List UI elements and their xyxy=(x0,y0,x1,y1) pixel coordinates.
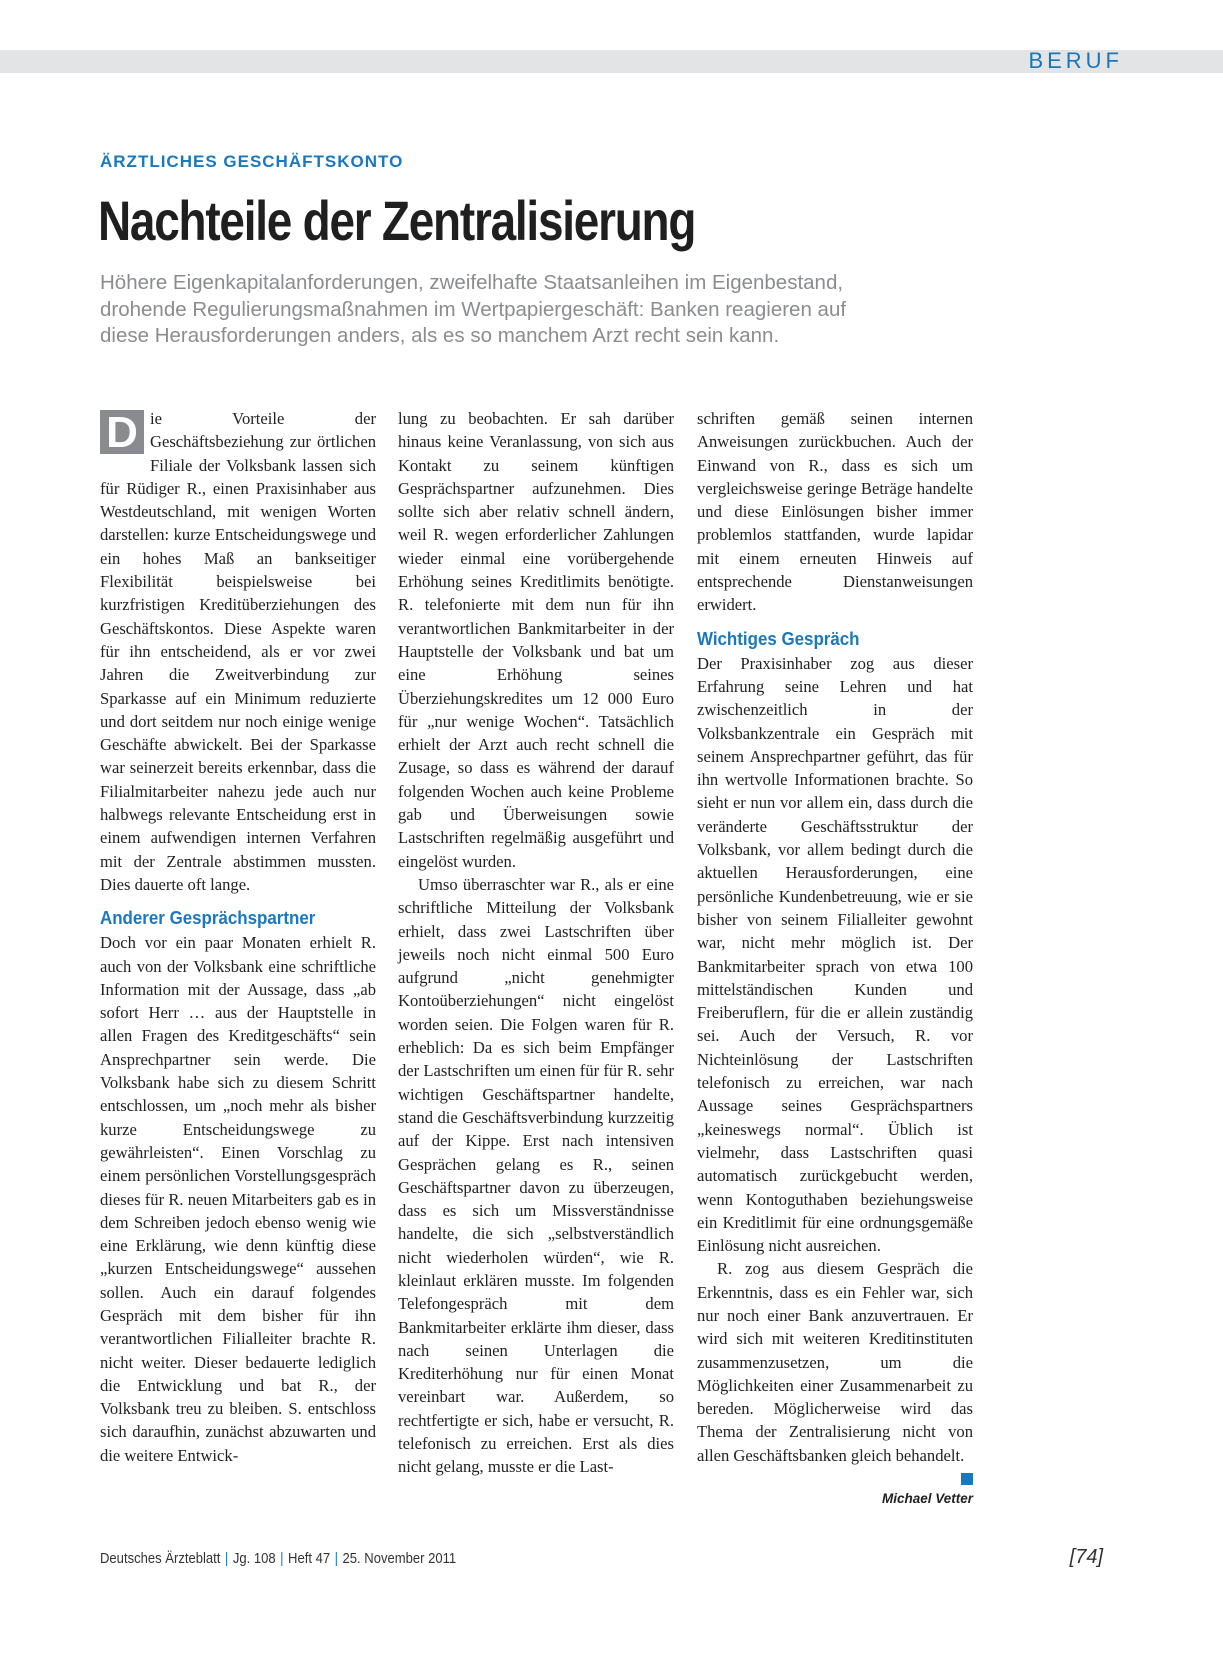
lead-line: Höhere Eigenkapitalanforderungen, zweifelhafte Staatsanleihen im Eigenbestand, xyxy=(100,271,844,294)
paragraph: ie Vorteile der Geschäftsbeziehung zur örtlichen Filiale der Volksbank lassen sich für Rüdiger R., einen Praxisinhaber aus Westdeutschland, mit wenigen Worten darstellen: kurze Entscheidungswege und ein hohes Maß an bankseitiger Flexibilität beispielsweise bei kurzfristigen Kreditüberziehungen des Geschäftskontos. Diese Aspekte waren für ihn entscheidend, als er vor zwei Jahren die Zweitverbindung zur Sparkasse auf ein Minimum reduzierte und dort seitdem nur noch einige wenige Geschäfte abwickelt. Bei der Sparkasse war seinerzeit bereits erkennbar, dass die Filialmitarbeiter nahezu jede auch nur halbwegs relevante Entscheidung erst in einem aufwendigen internen Verfahren mit der Zentrale abstimmen mussten. Dies dauerte oft lange. xyxy=(100,409,376,894)
paragraph: schriften gemäß seinen internen Anweisungen zurückbuchen. Auch der Einwand von R., dass es sich um vergleichsweise geringe Beträge handelte und diese Einlösungen bisher immer problemlos stattfanden, wurde lapidar mit einem erneuten Hinweis auf entsprechende Dienstanweisungen erwidert. xyxy=(697,409,973,615)
separator: | xyxy=(334,1551,339,1567)
text-column-1 xyxy=(100,407,376,1467)
separator: | xyxy=(280,1551,284,1567)
article-title: Nachteile der Zentralisierung xyxy=(98,189,696,252)
lead-line: diese Herausforderungen anders, als es so manchem Arzt recht sein kann. xyxy=(100,324,780,347)
publication-name: Deutsches Ärzteblatt xyxy=(100,1551,221,1567)
footer-citation xyxy=(100,1551,456,1567)
section-label: BERUF xyxy=(1028,48,1123,73)
subheading: Wichtiges Gespräch xyxy=(697,628,860,649)
paragraph: lung zu beobachten. Er sah darüber hinaus keine Veranlassung, von sich aus Kontakt zu seinem künftigen Gesprächspartner aufzunehmen. Dies sollte sich aber relativ schnell ändern, weil R. wegen erforderlicher Zahlungen wieder einmal eine vorübergehende Erhöhung seines Kreditlimits benötigte. R. telefonierte mit dem nun für ihn verantwortlichen Bankmitarbeiter in der Hauptstelle der Volksbank und bat um eine Erhöhung seines Überziehungskredites um 12 000 Euro für „nur wenige Wochen“. Tatsächlich erhielt der Arzt auch recht schnell die Zusage, so dass es während der darauf folgenden Wochen auch keine Probleme gab und Überweisungen sowie Lastschriften regelmäßig ausgeführt und eingelöst wurden. xyxy=(398,409,674,871)
article-lead xyxy=(100,270,1000,350)
paragraph: Doch vor ein paar Monaten erhielt R. auch von der Volksbank eine schriftliche Information mit der Aussage, dass „ab sofort Herr … aus der Hauptstelle in allen Fragen des Kreditgeschäfts“ sein Ansprechpartner sein werde. Die Volksbank habe sich zu diesem Schritt entschlossen, um „noch mehr als bisher kurze Entscheidungswege zu gewährleisten“. Einen Vorschlag zu einem persönlichen Vorstellungsgespräch dieses für R. neuen Mitarbeiters gab es in dem Schreiben jedoch ebenso wenig wie eine Erklärung, wie denn künftig diese „kurzen Entscheidungswege“ aussehen sollen. Auch ein darauf folgendes Gespräch mit dem bisher für ihn verantwortlichen Filialleiter brachte R. nicht weiter. Dieser bedauerte lediglich die Entwicklung und bat R., der Volksbank treu zu bleiben. S. entschloss sich daraufhin, zunächst abzuwarten und die weitere Entwick- xyxy=(100,933,376,1465)
text-column-2 xyxy=(398,407,674,1479)
paragraph: R. zog aus diesem Gespräch die Erkenntnis, dass es ein Fehler war, sich nur noch einer Bank anzuvertrauen. Er wird sich mit weiteren Kreditinstituten zusammenzusetzen, um die Möglichkeiten einer Zusammenarbeit zu bereden. Möglicherweise wird das Thema der Zentralisierung nicht von allen Geschäftsbanken gleich behandelt. xyxy=(697,1259,973,1465)
text-column-3 xyxy=(697,407,973,1510)
article-kicker: ÄRZTLICHES GESCHÄFTSKONTO xyxy=(100,152,404,171)
subheading: Anderer Gesprächspartner xyxy=(100,908,316,929)
issue: Heft 47 xyxy=(288,1551,331,1567)
end-mark-icon xyxy=(961,1473,973,1485)
paragraph: Umso überraschter war R., als er eine schriftliche Mitteilung der Volksbank erhielt, dass zwei Lastschriften über jeweils noch nicht einmal 500 Euro aufgrund „nicht genehmigter Kontoüberziehungen“ nicht eingelöst worden seien. Die Folgen waren für R. erheblich: Da es sich beim Empfänger der Lastschriften um einen für für R. sehr wichtigen Geschäftspartner handelte, stand die Geschäftsverbindung kurzzeitig auf der Kippe. Erst nach intensiven Gesprächen gelang es R., seinen Geschäftspartner davon zu überzeugen, dass es sich um Missverständnisse handelte, die sich „selbstverständlich nicht wiederholen würden“, wie R. kleinlaut erklären musste. Im folgenden Telefongespräch mit dem Bankmitarbeiter erklärte ihm dieser, dass nach seinen Unterlagen die Krediterhöhung nur für einen Monat vereinbart war. Außerdem, so rechtfertigte er sich, habe er versucht, R. telefonisch zu erreichen. Erst als dies nicht gelang, musste er die Last- xyxy=(398,874,674,1477)
author-byline: Michael Vetter xyxy=(881,1491,973,1507)
lead-line: drohende Regulierungsmaßnahmen im Wertpapiergeschäft: Banken reagieren auf xyxy=(100,297,847,321)
volume: Jg. 108 xyxy=(232,1551,276,1567)
dropcap: D xyxy=(100,410,144,454)
paragraph: Der Praxisinhaber zog aus dieser Erfahrung seine Lehren und hat zwischenzeitlich in der Volksbankzentrale ein Gespräch mit seinem Ansprechpartner geführt, das für ihn wertvolle Informationen brachte. So sieht er nun vor allem ein, dass durch die veränderte Geschäftsstruktur der Volksbank, vor allem bedingt durch die aktuellen Herausforderungen, eine persönliche Kundenbetreuung, wie er sie bisher von seinem Filialleiter gewohnt war, nicht mehr möglich ist. Der Bankmitarbeiter sprach von etwa 100 mittelständischen Kunden und Freiberuflern, für die er allein zuständig sei. Auch der Versuch, R. vor Nichteinlösung der Lastschriften telefonisch zu erreichen, war nach Aussage seines Gesprächspartners „keineswegs normal“. Üblich ist vielmehr, dass Lastschriften quasi automatisch zurückgebucht werden, wenn Kontoguthaben beziehungsweise ein Kreditlimit für eine ordnungsgemäße Einlösung nicht ausreichen. xyxy=(697,653,973,1256)
issue-date: 25. November 2011 xyxy=(342,1551,457,1567)
page-number: [74] xyxy=(1069,1546,1103,1568)
separator: | xyxy=(224,1551,229,1567)
